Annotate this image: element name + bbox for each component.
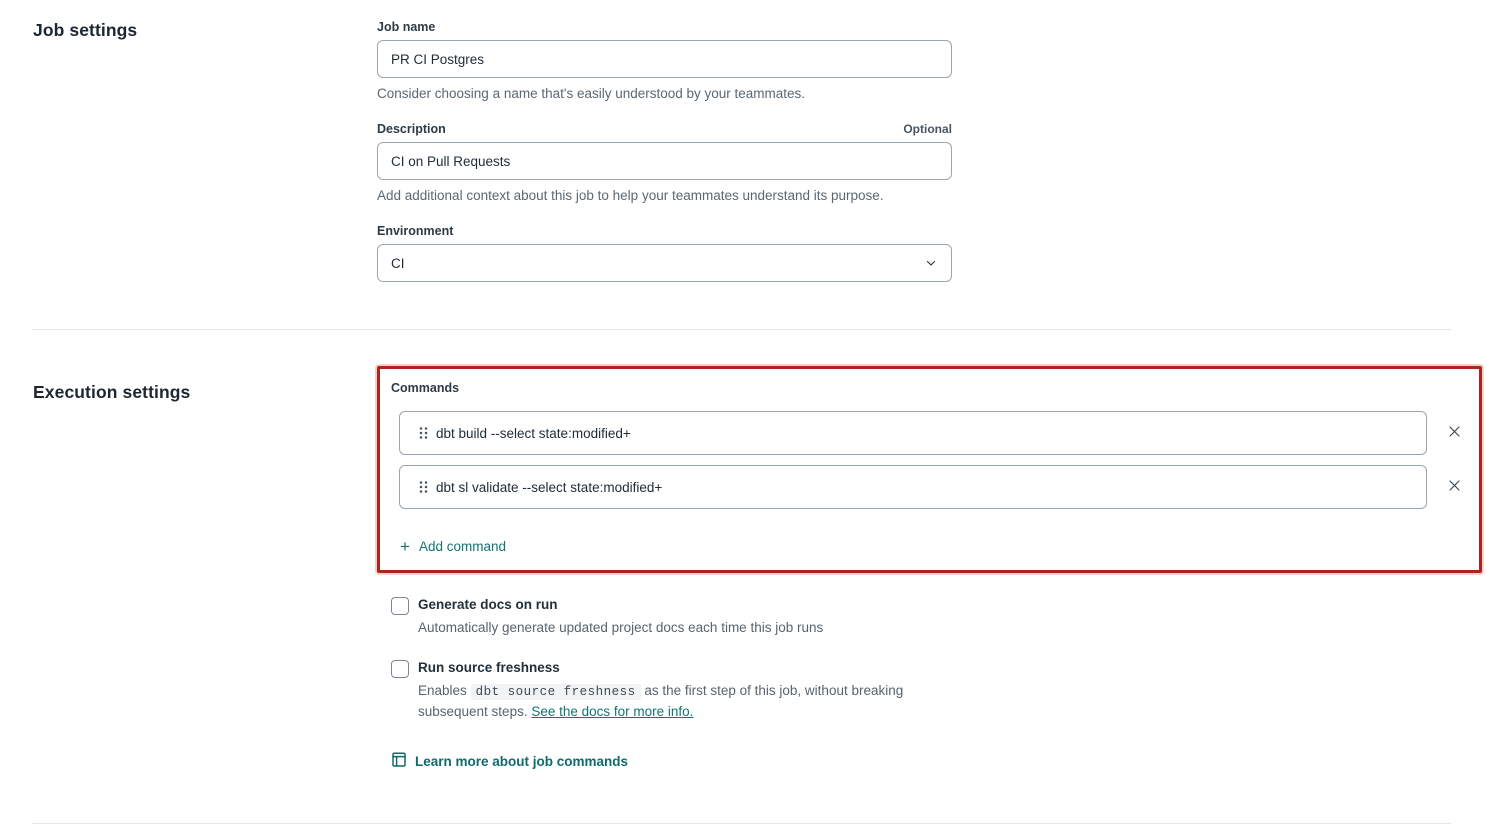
learn-more-label: Learn more about job commands [415, 753, 629, 769]
environment-selected-value: CI [391, 255, 405, 271]
add-command-label: Add command [418, 539, 506, 554]
run-source-freshness-group [391, 660, 1482, 722]
description-prefix: Enables [418, 683, 467, 698]
run-source-freshness-text [418, 660, 958, 722]
command-row [391, 411, 1465, 455]
generate-docs-checkbox[interactable] [391, 597, 409, 615]
execution-settings-content [377, 366, 1482, 773]
job-settings-form [377, 20, 952, 282]
chevron-down-icon [925, 257, 937, 269]
close-icon [1447, 424, 1462, 442]
description-field [377, 122, 952, 203]
close-icon [1447, 478, 1462, 496]
command-input-container [399, 411, 1427, 455]
job-name-field [377, 20, 952, 101]
generate-docs-text [418, 597, 823, 638]
description-help: Add additional context about this job to help your teammates understand its purpose. [377, 188, 884, 203]
command-input[interactable] [436, 466, 1416, 508]
environment-label: Environment [377, 224, 454, 238]
run-source-freshness-description [418, 681, 958, 722]
job-settings-heading-col [33, 20, 377, 282]
job-settings-heading: Job settings [33, 20, 138, 40]
commands-label: Commands [391, 381, 460, 395]
run-source-freshness-checkbox[interactable] [391, 660, 409, 678]
job-name-help: Consider choosing a name that's easily understood by your teammates. [377, 86, 806, 101]
job-name-label: Job name [377, 20, 436, 34]
optional-badge: Optional [903, 122, 952, 136]
command-row [391, 465, 1465, 509]
generate-docs-description: Automatically generate updated project docs each time this job runs [418, 620, 824, 635]
code-snippet: dbt source freshness [471, 684, 641, 700]
commands-highlighted-box [377, 366, 1482, 573]
learn-more-link[interactable] [391, 751, 628, 771]
see-docs-link[interactable]: See the docs for more info. [531, 704, 694, 719]
book-icon [391, 751, 407, 771]
remove-command-button[interactable] [1443, 476, 1465, 498]
execution-settings-heading: Execution settings [33, 382, 191, 402]
run-source-freshness-label: Run source freshness [418, 660, 560, 675]
job-name-input[interactable] [377, 40, 952, 78]
generate-docs-group [391, 597, 1482, 638]
description-input[interactable] [377, 142, 952, 180]
command-input[interactable] [436, 412, 1416, 454]
remove-command-button[interactable] [1443, 422, 1465, 444]
environment-select[interactable] [377, 244, 952, 282]
add-command-button[interactable] [400, 538, 506, 555]
plus-icon: + [400, 537, 410, 556]
generate-docs-label: Generate docs on run [418, 597, 558, 612]
description-label: Description [377, 122, 446, 136]
description-suffix: as the first step of this job, without breaking subsequent steps. [418, 683, 904, 719]
command-input-container [399, 465, 1427, 509]
drag-handle-icon[interactable] [410, 426, 436, 440]
environment-field [377, 224, 952, 282]
drag-handle-icon[interactable] [410, 480, 436, 494]
job-settings-section [0, 20, 1487, 282]
execution-settings-section [0, 366, 1487, 773]
execution-settings-heading-col [33, 366, 377, 773]
section-divider [32, 329, 1451, 330]
